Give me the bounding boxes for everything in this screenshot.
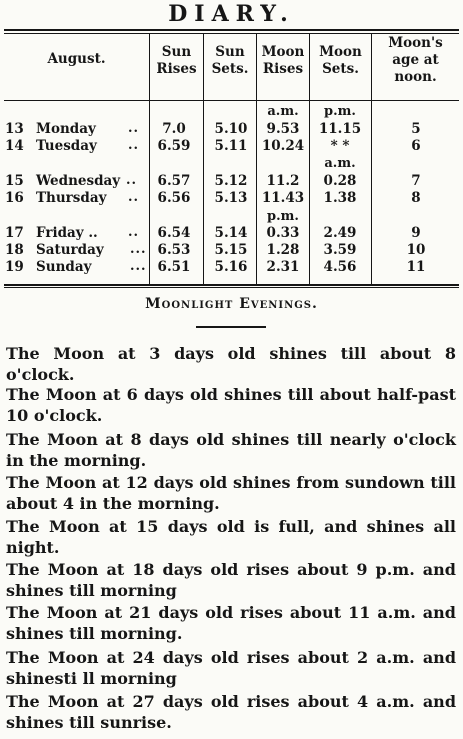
header-sun-sets: Sun Sets.	[211, 44, 249, 77]
moon-sets-value: 2.49	[323, 225, 357, 241]
header-moon-sets: Moon Sets.	[319, 44, 362, 77]
sun-rises-value: 6.56	[157, 190, 191, 206]
row-leader-dots: ..	[128, 225, 140, 240]
moon-rises-value: 10.24	[261, 138, 305, 154]
paragraph: The Moon at 15 days old is full, and shines all night.	[6, 517, 456, 557]
sun-rises-value: 6.54	[157, 225, 191, 241]
moon-rises-value: 0.33	[266, 225, 300, 241]
row-leader-dots: ..	[128, 121, 140, 136]
header-sun-rises: Sun Rises	[156, 44, 197, 77]
row-date: 14	[5, 138, 24, 154]
heading-underline	[196, 326, 266, 328]
am-pm-label: a.m.	[267, 104, 299, 119]
title-rule-thick	[4, 29, 459, 31]
sun-sets-value: 5.12	[214, 173, 248, 189]
sun-rises-value: 6.57	[157, 173, 191, 189]
row-leader-dots: ..	[128, 190, 140, 205]
row-date: 18	[5, 242, 24, 258]
sun-rises-value: 6.51	[157, 259, 191, 275]
paragraph: The Moon at 8 days old shines till nearly o'clock in the morning.	[6, 430, 456, 470]
row-date: 15	[5, 173, 24, 189]
moon-age-value: 9	[411, 225, 421, 241]
page-title: DIARY.	[168, 1, 295, 27]
row-day: Wednesday	[36, 173, 121, 189]
moon-age-value: 10	[406, 242, 426, 258]
paragraph: The Moon at 6 days old shines till about half-past 10 o'clock.	[6, 385, 456, 425]
row-day: Friday ..	[36, 225, 98, 241]
paragraph: The Moon at 27 days old rises about 4 a.m. and shines till sunrise.	[6, 692, 456, 732]
moon-sets-value: 11.15	[318, 121, 362, 137]
sun-rises-value: 7.0	[162, 121, 186, 137]
moon-sets-value: 0.28	[323, 173, 357, 189]
header-moon-rises: Moon Rises	[261, 44, 305, 77]
row-leader-dots: ...	[130, 242, 147, 257]
table-bottom-rule-thick	[4, 284, 459, 286]
header-moon-age: Moon's age at noon.	[388, 35, 443, 85]
am-pm-label: p.m.	[324, 104, 356, 119]
row-day: Tuesday	[36, 138, 97, 154]
paragraph: The Moon at 21 days old rises about 11 a.m. and shines till morning.	[6, 603, 456, 643]
row-date: 19	[5, 259, 24, 275]
paragraph: The Moon at 3 days old shines till about 8 o'clock.	[6, 344, 456, 384]
row-leader-dots: ..	[126, 173, 138, 188]
sun-sets-value: 5.15	[214, 242, 248, 258]
row-day: Thursday	[36, 190, 107, 206]
paragraph: The Moon at 18 days old rises about 9 p.m. and shines till morning	[6, 560, 456, 600]
header-month: August.	[47, 51, 106, 67]
sun-sets-value: 5.13	[214, 190, 248, 206]
moon-sets-value: * *	[330, 138, 350, 154]
moon-age-value: 8	[411, 190, 421, 206]
moon-rises-value: 11.43	[261, 190, 305, 206]
sun-rises-value: 6.53	[157, 242, 191, 258]
moon-age-value: 5	[411, 121, 421, 137]
sun-sets-value: 5.14	[214, 225, 248, 241]
moon-sets-value: 4.56	[323, 259, 357, 275]
sun-sets-value: 5.10	[214, 121, 248, 137]
row-leader-dots: ..	[128, 138, 140, 153]
section-heading: Moonlight Evenings.	[145, 296, 318, 312]
row-date: 17	[5, 225, 24, 241]
moon-rises-value: 9.53	[266, 121, 300, 137]
row-date: 13	[5, 121, 24, 137]
header-rule	[4, 100, 459, 101]
sun-sets-value: 5.16	[214, 259, 248, 275]
sun-sets-value: 5.11	[214, 138, 248, 154]
moon-sets-value: 3.59	[323, 242, 357, 258]
row-leader-dots: ...	[130, 259, 147, 274]
moon-rises-value: 1.28	[266, 242, 300, 258]
moon-age-value: 7	[411, 173, 421, 189]
paragraph: The Moon at 12 days old shines from sundown till about 4 in the morning.	[6, 473, 456, 513]
moon-rises-value: 2.31	[266, 259, 300, 275]
row-date: 16	[5, 190, 24, 206]
row-day: Monday	[36, 121, 96, 137]
am-pm-label: a.m.	[324, 156, 356, 171]
title-rule-thin	[4, 33, 459, 34]
moon-rises-value: 11.2	[266, 173, 300, 189]
row-day: Saturday	[36, 242, 104, 258]
row-day: Sunday	[36, 259, 92, 275]
moon-age-value: 6	[411, 138, 421, 154]
table-bottom-rule-thin	[4, 287, 459, 288]
sun-rises-value: 6.59	[157, 138, 191, 154]
am-pm-label: p.m.	[267, 209, 299, 224]
moon-sets-value: 1.38	[323, 190, 357, 206]
paragraph: The Moon at 24 days old rises about 2 a.m. and shinesti ll morning	[6, 648, 456, 688]
moon-age-value: 11	[406, 259, 426, 275]
